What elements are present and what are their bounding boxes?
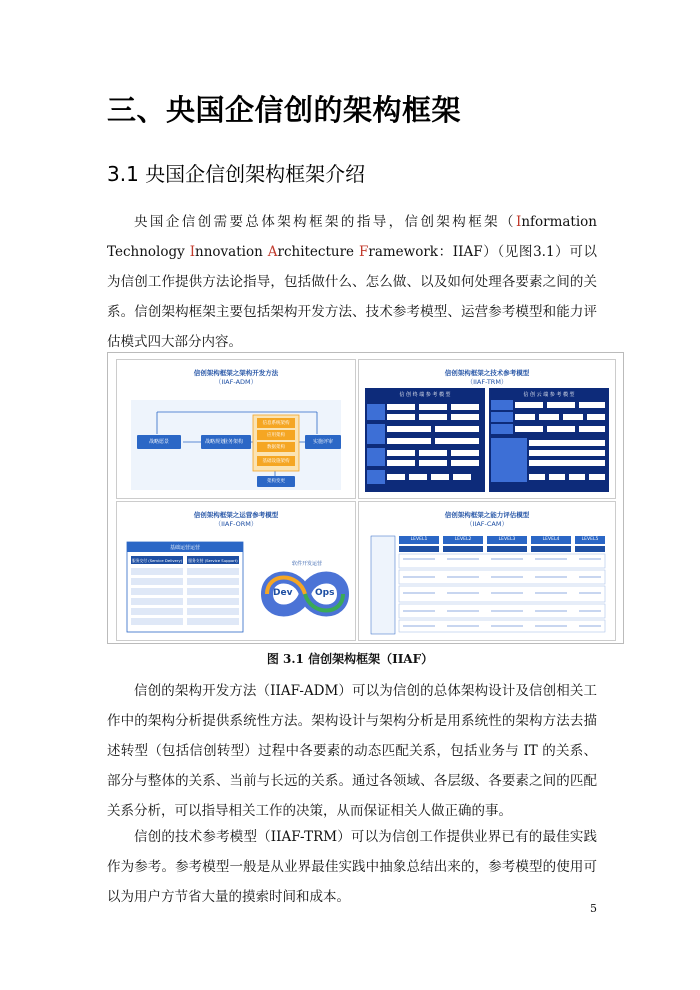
orm-ops-label: Ops [315,588,335,598]
trm-cloud-title: 信 创 云 端 参 考 模 型 [523,392,575,398]
panel-trm-subtitle: （IIAF-TRM） [466,378,508,386]
adm-diagram [117,360,355,498]
panel-orm-title: 信创架构框架之运营参考模型 [193,511,279,519]
trm-diagram [359,360,615,498]
cam-level-4: LEVEL4 [542,537,560,542]
adm-stack-data: 数据架构 [267,445,285,450]
cam-level-5: LEVEL5 [581,537,599,542]
figure-iiaf [107,352,624,644]
panel-adm-subtitle: （IIAF-ADM） [214,378,258,386]
panel-cam [358,501,616,641]
panel-orm [116,501,356,641]
adm-step-business: 业务架构 [222,439,243,445]
panel-adm [116,359,356,499]
panel-orm-subtitle: （IIAF-ORM） [214,520,258,528]
page-heading: 三、央国企信创的架构框架 [107,93,462,127]
panel-trm [358,359,616,499]
cam-level-2: LEVEL2 [454,537,472,542]
panel-trm-title: 信创架构框架之技术参考模型 [444,369,530,377]
adm-stack-infra: 基础设施架构 [262,459,290,464]
orm-box-title: 基础运营运营 [169,545,200,551]
orm-dev-label: Dev [273,588,293,598]
cam-diagram [359,502,615,640]
adm-step-review: 实施评审 [312,439,333,445]
section-heading: 3.1 央国企信创架构框架介绍 [107,162,366,186]
adm-stack-app: 应用架构 [267,433,285,438]
orm-col-delivery: 服务交付 (Service Delivery) [131,558,183,563]
panel-cam-title: 信创架构框架之能力评估模型 [444,511,530,519]
cam-level-3: LEVEL3 [498,537,516,542]
page-number: 5 [590,902,597,915]
adm-change: 架构变更 [267,479,285,484]
adm-stack-info: 信息系统架构 [262,421,290,426]
cam-level-1: LEVEL1 [410,537,428,542]
adm-step-vision: 战略愿景 [148,439,169,445]
orm-col-support: 服务支持 (Service Support) [188,558,238,563]
panel-adm-title: 信创架构框架之架构开发方法 [193,369,279,377]
panel-cam-subtitle: （IIAF-CAM） [466,520,508,528]
trm-paragraph: 信创的技术参考模型（IIAF-TRM）可以为信创工作提供业界已有的最佳实践作为参考。参考模型一般是从业界最佳实践中抽象总结出来的，参考模型的使用可以为用户方节省大量的摸索时间和成本。 [107,829,597,905]
intro-paragraph: 央国企信创需要总体架构框架的指导，信创架构框架（Information Technology Innovation Architecture Framework：IIAF）（见图3.1）可以为信创工作提供方法论指导，包括做什么、怎么做、以及如何处理各要素之间的关系。信创架构框架主要包括架构开发方法、技术参考模型、运营参考模型和能力评估模式四大部分内容。 [107,214,597,350]
figure-caption: 图 3.1 信创架构框架（IIAF） [266,652,434,666]
adm-step-planning: 战略规划 [204,439,225,445]
orm-diagram [117,502,355,640]
orm-cycle-title: 软件开发运营 [291,561,322,567]
adm-paragraph: 信创的架构开发方法（IIAF-ADM）可以为信创的总体架构设计及信创相关工作中的架构分析提供系统性方法。架构设计与架构分析是用系统性的架构方法去描述转型（包括信创转型）过程中各要素的动态匹配关系，包括业务与 IT 的关系、部分与整体的关系、当前与长远的关系。通过各领域、各层级、各要素之间的匹配关系分析，可以指导相关工作的决策，从而保证相关人做正确的事。 [107,683,597,819]
trm-terminal-title: 信 创 终 端 参 考 模 型 [399,392,451,398]
